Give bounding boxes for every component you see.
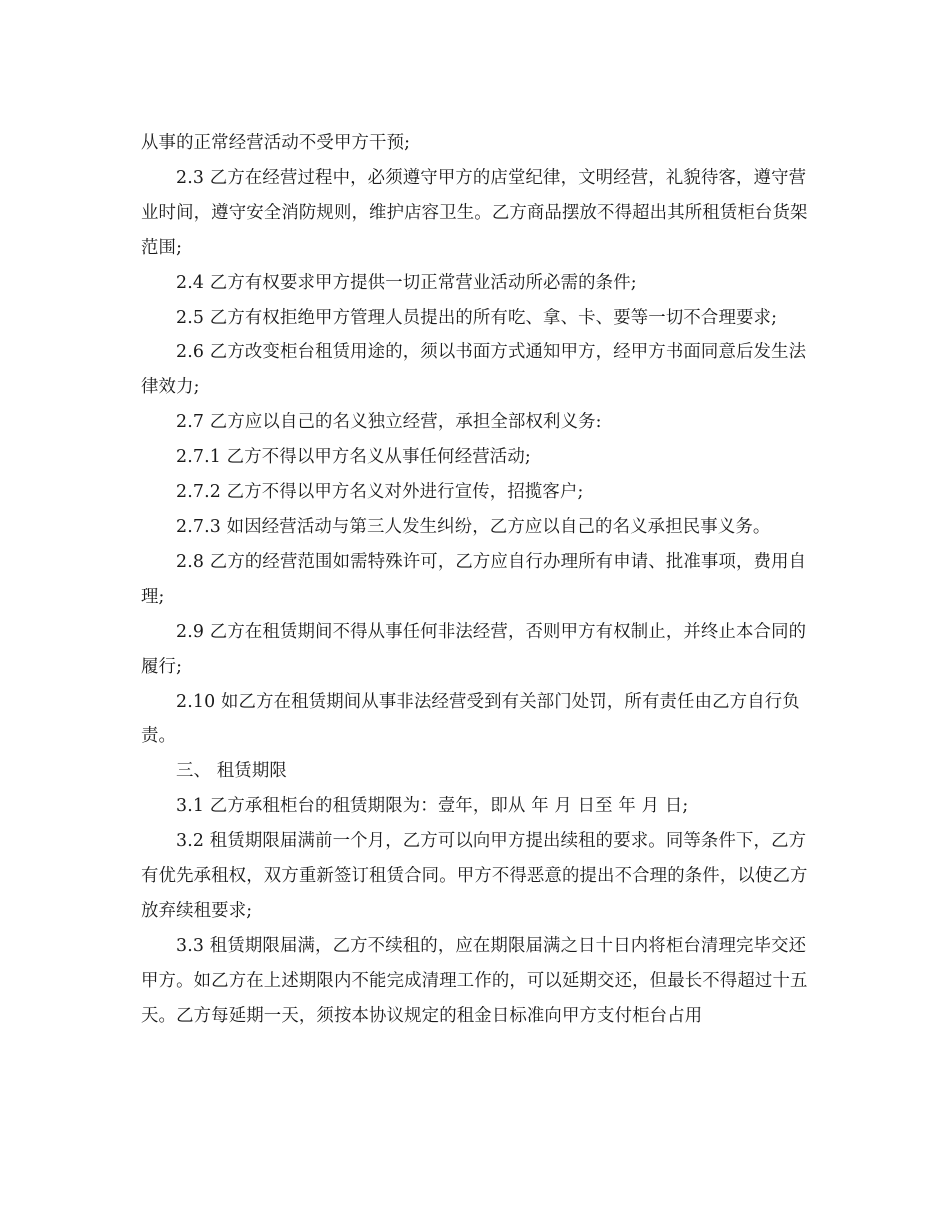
paragraph-clause-2-3: 2.3 乙方在经营过程中，必须遵守甲方的店堂纪律，文明经营，礼貌待客，遵守营业时间，遵守安全消防规则，维护店容卫生。乙方商品摆放不得超出其所租赁柜台货架范围;	[141, 167, 808, 258]
paragraph-clause-2-10: 2.10 如乙方在租赁期间从事非法经营受到有关部门处罚，所有责任由乙方自行负责。	[141, 691, 800, 747]
paragraph-clause-3-1: 3.1 乙方承租柜台的租赁期限为：壹年，即从 年 月 日至 年 月 日;	[176, 796, 689, 817]
section-heading-lease-term: 三、 租赁期限	[176, 761, 287, 782]
paragraph-clause-2-7-1: 2.7.1 乙方不得以甲方名义从事任何经营活动;	[176, 447, 531, 468]
paragraph-clause-2-7-3: 2.7.3 如因经营活动与第三人发生纠纷，乙方应以自己的名义承担民事义务。	[176, 516, 771, 537]
paragraph-clause-2-7-2: 2.7.2 乙方不得以甲方名义对外进行宣传，招揽客户;	[176, 482, 584, 503]
paragraph-clause-2-4: 2.4 乙方有权要求甲方提供一切正常营业活动所必需的条件;	[176, 272, 637, 293]
paragraph-clause-2-5: 2.5 乙方有权拒绝甲方管理人员提出的所有吃、拿、卡、要等一切不合理要求;	[176, 307, 778, 328]
paragraph-clause-2-8: 2.8 乙方的经营范围如需特殊许可，乙方应自行办理所有申请、批准事项，费用自理;	[141, 551, 807, 607]
paragraph-continuation: 从事的正常经营活动不受甲方干预;	[141, 133, 411, 153]
paragraph-clause-2-7: 2.7 乙方应以自己的名义独立经营，承担全部权利义务:	[176, 412, 602, 433]
paragraph-clause-3-2: 3.2 租赁期限届满前一个月，乙方可以向甲方提出续租的要求。同等条件下，乙方有优先承租权，双方重新签订租赁合同。甲方不得恶意的提出不合理的条件，以使乙方放弃续租要求;	[141, 831, 808, 921]
paragraph-clause-2-6: 2.6 乙方改变柜台租赁用途的，须以书面方式通知甲方，经甲方书面同意后发生法律效力;	[141, 342, 807, 398]
paragraph-clause-3-3: 3.3 租赁期限届满，乙方不续租的，应在期限届满之日十日内将柜台清理完毕交还甲方。如乙方在上述期限内不能完成清理工作的，可以延期交还，但最长不得超过十五天。乙方每延期一天，须按本协议规定的租金日标准向甲方支付柜台占用	[141, 935, 808, 1026]
paragraph-clause-2-9: 2.9 乙方在租赁期间不得从事任何非法经营，否则甲方有权制止，并终止本合同的履行;	[141, 621, 807, 677]
document-body	[141, 126, 813, 1034]
